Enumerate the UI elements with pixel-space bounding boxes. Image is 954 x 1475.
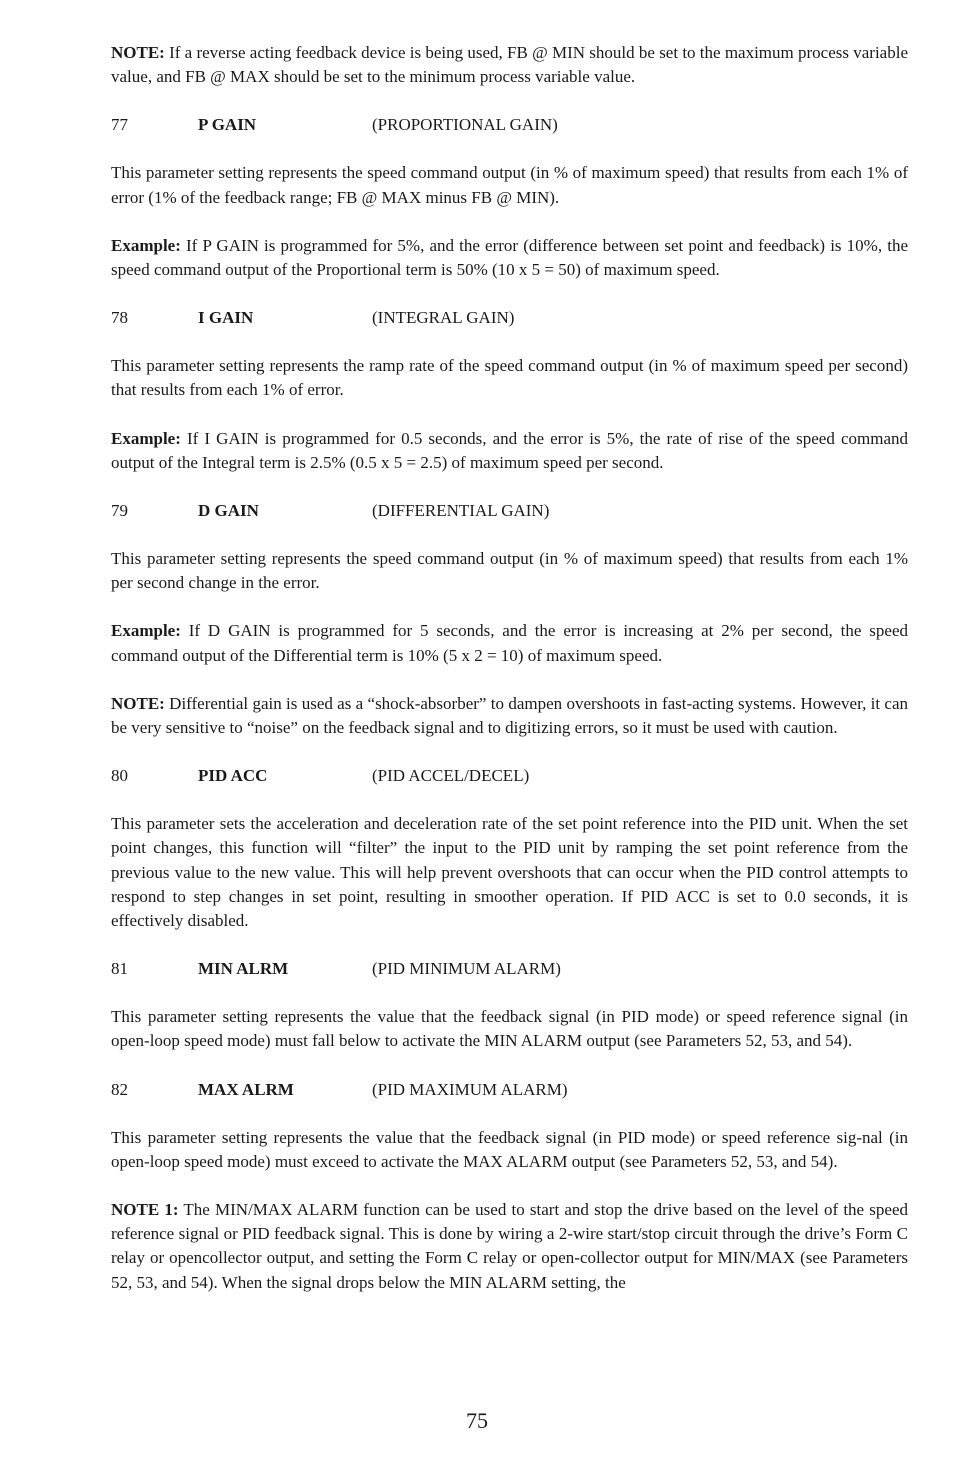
max-alrm-description: This parameter setting represents the value that the feedback signal (in PID mode) or speed reference sig-nal (in open-loop speed mode) must exceed to activate the MAX ALARM output (see Parameters 52, 53, and 54). (111, 1127, 908, 1171)
param-name: D GAIN (198, 501, 259, 521)
note-label: NOTE: (111, 693, 165, 713)
d-gain-description: This parameter setting represents the speed command output (in % of maximum speed) that results from each 1% per second change in the error. (111, 549, 908, 593)
param-number: 80 (111, 766, 128, 786)
example-label: Example: (111, 621, 181, 641)
param-title: (PID MAXIMUM ALARM) (372, 1079, 568, 1099)
param-77-heading (111, 113, 908, 137)
param-81-heading (111, 957, 908, 981)
note-text: The MIN/MAX ALARM function can be used to start and stop the drive based on the level of the speed reference signal or PID feedback signal. This is done by wiring a 2-wire start/stop circuit through the drive’s Form C relay or opencollector output, and setting the Form C relay or open-collector output for MIN/MAX (see Parameters 52, 53, and 54). When the signal drops below the MIN ALARM setting, the (111, 1200, 908, 1292)
example-text: If D GAIN is programmed for 5 seconds, and the error is increasing at 2% per second, the speed command output of the Differential term is 10% (5 x 2 = 10) of maximum speed. (111, 621, 908, 665)
i-gain-example (111, 427, 908, 475)
param-title: (DIFFERENTIAL GAIN) (372, 501, 550, 521)
param-title: (INTEGRAL GAIN) (372, 308, 515, 328)
note-label: NOTE: (111, 43, 165, 62)
p-gain-example (111, 234, 908, 282)
param-name: PID ACC (198, 766, 268, 786)
param-title: (PROPORTIONAL GAIN) (372, 115, 558, 135)
param-number: 78 (111, 308, 128, 328)
param-name: MIN ALRM (198, 959, 289, 979)
param-name: I GAIN (198, 308, 254, 328)
param-78-heading (111, 306, 908, 330)
note-text: Differential gain is used as a “shock-absorber” to dampen overshoots in fast-acting systems. However, it can be very sensitive to “noise” on the feedback signal and to digitizing errors, so it must be used with caution. (111, 693, 908, 738)
page-number: 75 (466, 1408, 488, 1433)
d-gain-example (111, 619, 908, 667)
note-feedback (111, 41, 908, 89)
example-text: If P GAIN is programmed for 5%, and the error (difference between set point and feedback) is 10%, the speed command output of the Proportional term is 50% (10 x 5 = 50) of maximum speed. (111, 235, 908, 280)
p-gain-description: This parameter setting represents the speed command output (in % of maximum speed) that results from each 1% of error (1% of the feedback range; FB @ MAX minus FB @ MIN). (111, 163, 908, 207)
param-title: (PID ACCEL/DECEL) (372, 766, 530, 786)
param-number: 81 (111, 959, 128, 979)
example-label: Example: (111, 428, 181, 448)
pid-acc-description: This parameter sets the acceleration and deceleration rate of the set point reference into the PID unit. When the set point changes, this function will “filter” the input to the PID unit by ramping the set point reference from the previous value to the new value. This will help prevent overshoots that can occur when the PID control attempts to respond to step changes in set point, resulting in smoother operation. If PID ACC is set to 0.0 seconds, it is effectively disabled. (111, 814, 908, 931)
param-name: P GAIN (198, 115, 257, 135)
note-text: If a reverse acting feedback device is being used, FB @ MIN should be set to the maximum process variable value, and FB @ MAX should be set to the minimum process variable value. (111, 43, 908, 87)
document-page (111, 41, 908, 1319)
param-number: 82 (111, 1079, 128, 1099)
i-gain-description: This parameter setting represents the ramp rate of the speed command output (in % of maximum speed per second) that results from each 1% of error. (111, 356, 908, 400)
example-text: If I GAIN is programmed for 0.5 seconds, and the error is 5%, the rate of rise of the speed command output of the Integral term is 2.5% (0.5 x 5 = 2.5) of maximum speed per second. (111, 428, 908, 472)
d-gain-note (111, 692, 908, 740)
param-80-heading (111, 764, 908, 788)
max-alrm-note (111, 1198, 908, 1295)
param-title: (PID MINIMUM ALARM) (372, 959, 561, 979)
param-number: 79 (111, 501, 128, 521)
min-alrm-description: This parameter setting represents the value that the feedback signal (in PID mode) or speed reference signal (in open-loop speed mode) must fall below to activate the MIN ALARM output (see Parameters 52, 53, and 54). (111, 1007, 908, 1051)
note-label: NOTE 1: (111, 1200, 179, 1220)
param-name: MAX ALRM (198, 1079, 294, 1099)
example-label: Example: (111, 235, 181, 255)
param-79-heading (111, 499, 908, 523)
param-82-heading (111, 1078, 908, 1102)
param-number: 77 (111, 115, 128, 135)
